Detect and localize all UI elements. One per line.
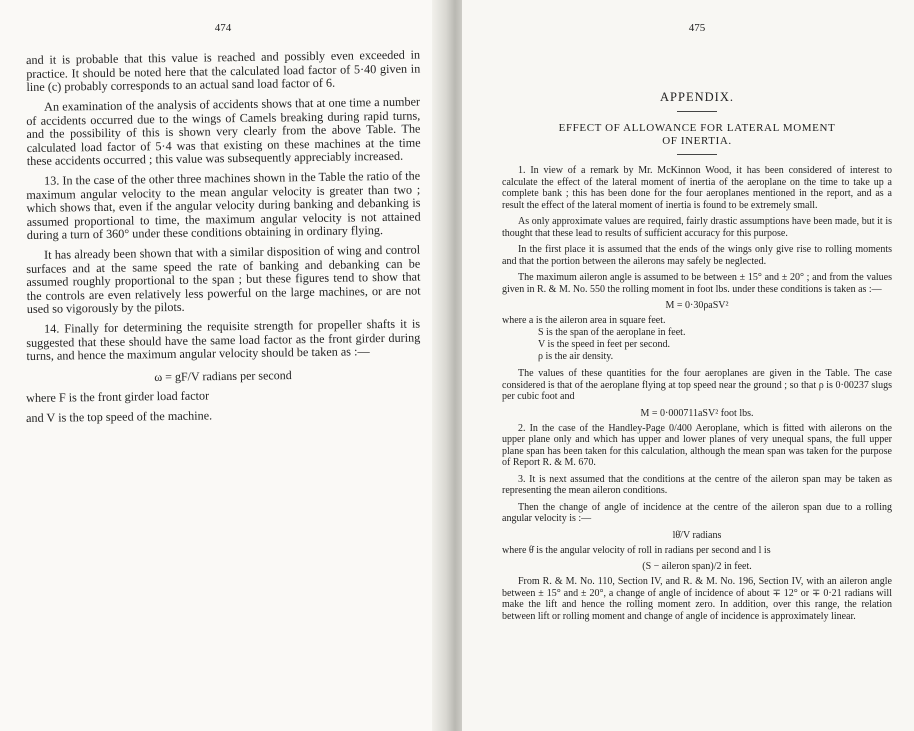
right-page: [462, 0, 914, 731]
formula: (S − aileron span)/2 in feet.: [642, 561, 752, 572]
section-subheading: [502, 122, 892, 148]
definition: V is the speed in feet per second.: [538, 339, 670, 350]
subheading-line: OF INERTIA.: [662, 135, 732, 147]
page-number: 475: [688, 22, 706, 34]
definition: S is the span of the aeroplane in feet.: [538, 327, 686, 338]
divider: [677, 111, 717, 112]
paragraph: An examination of the analysis of accidents shows that at one time a number of accidents occurred due to the wings of Camels breaking during rapid turns, and the possibility of this is shown very clearly from the above Table. The calculated load factor of 5·4 was that existing on these machines at the time these accidents occurred ; this value was subsequently appreciably increased.: [26, 94, 421, 169]
formula: M = 0·30ρaSV²: [665, 300, 729, 311]
paragraph: It has already been shown that with a similar disposition of wing and control surfaces and at the same speed the rate of banking and debanking can be assumed roughly proportional to the span ; but these figures tend to show that the controls are even relatively less powerful on the large machines, or are not used so vigorously by the pilots.: [26, 242, 421, 317]
definitions-list: [502, 315, 892, 363]
paragraph: 3. It is next assumed that the conditions at the centre of the aileron span may be taken as representing the mean aileron conditions.: [502, 473, 892, 496]
definition: where a is the aileron area in square feet.: [502, 315, 666, 326]
page-number: 474: [214, 22, 232, 34]
appendix-heading: APPENDIX.: [660, 90, 734, 104]
definition: ρ is the air density.: [538, 351, 614, 362]
formula: lθ̇/V radians: [672, 529, 722, 541]
paragraph: and it is probable that this value is reached and possibly even exceeded in practice. It should be noted here that the calculated load factor of 5·40 given in line (c) probably corresponds to an actual sand load factor of 6.: [25, 47, 421, 95]
paragraph: In the first place it is assumed that the ends of the wings only give rise to rolling moments and that the portion between the ailerons may safely be neglected.: [502, 244, 892, 267]
divider: [677, 154, 717, 155]
where-line: where F is the front girder load factor: [25, 388, 210, 406]
left-page: [0, 0, 446, 731]
subheading-line: EFFECT OF ALLOWANCE FOR LATERAL MOMENT: [558, 122, 836, 134]
formula: ω = gF/V radians per second: [154, 368, 292, 385]
paragraph: where θ̇ is the angular velocity of roll in radians per second and l is: [502, 544, 771, 556]
paragraph: 13. In the case of the other three machines shown in the Table the ratio of the maximum angular velocity to the mean angular velocity is greater than two ; which shows that, even if the angular velocity during banking and debanking is assumed proportional to time, the maximum angular velocity is not attained during a turn of 360° under these conditions obtaining in ordinary flying.: [26, 168, 421, 243]
where-line: and V is the top speed of the machine.: [25, 408, 213, 426]
paragraph: 1. In view of a remark by Mr. McKinnon Wood, it has been considered of interest to calculate the effect of the lateral moment of inertia of the aeroplane on the time to take up a complete bank ; this has been done for the four aeroplanes mentioned in the report, and as a result the effect of the lateral moment of inertia is found to be extremely small.: [502, 165, 892, 211]
paragraph: The maximum aileron angle is assumed to be between ± 15° and ± 20° ; and from the values given in R. & M. No. 550 the rolling moment in foot lbs. under these conditions is taken as :—: [502, 272, 892, 295]
paragraph: From R. & M. No. 110, Section IV, and R. & M. No. 196, Section IV, with an aileron angle between ± 15° and ± 20°, a change of angle of incidence of about ∓ 12° or ∓ 0·21 radians will make the lift and hence the rolling moment zero. In addition, over this range, the relation between lift or rolling moment and change of angle of incidence is approximately linear.: [502, 576, 892, 622]
paragraph: Then the change of angle of incidence at the centre of the aileron span due to a rolling angular velocity is :—: [502, 501, 892, 524]
paragraph: 2. In the case of the Handley-Page 0/400 Aeroplane, which is fitted with ailerons on the upper plane only and which has upper and lower planes of very unequal spans, the full upper plane span has been taken for this calculation, although the mean span was taken for the purpose of Report R. & M. 670.: [502, 422, 892, 468]
formula: M = 0·000711aSV² foot lbs.: [640, 407, 754, 419]
paragraph: The values of these quantities for the four aeroplanes are given in the Table. The case considered is that of the aeroplane flying at top speed near the ground ; so that ρ is 0·00237 slugs per cubic foot and: [502, 368, 892, 402]
paragraph: As only approximate values are required, fairly drastic assumptions have been made, but it is thought that these lead to results of sufficient accuracy for this purpose.: [502, 216, 892, 239]
paragraph: 14. Finally for determining the requisite strength for propeller shafts it is suggested that these should have the same load factor as the front girder during turns, and hence the maximum angular velocity should be taken as :—: [26, 316, 421, 363]
